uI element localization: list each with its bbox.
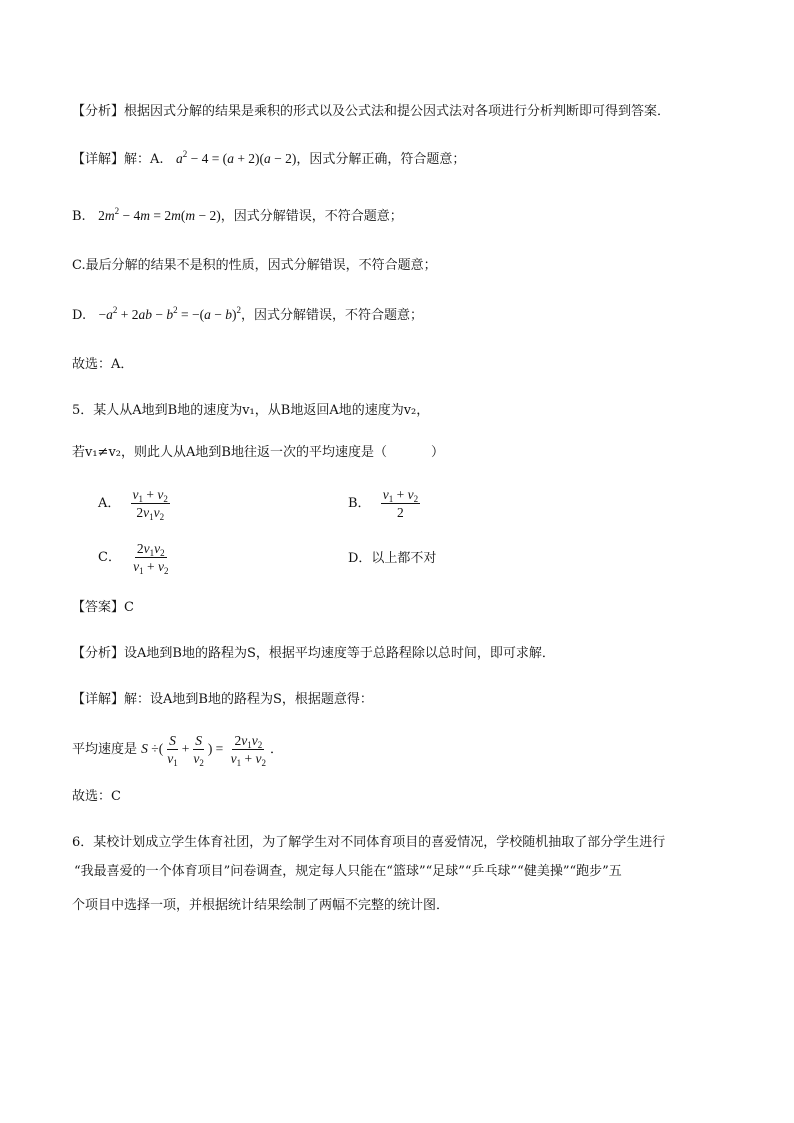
analysis-text: 根据因式分解的结果是乘积的形式以及公式法和提公因式法对各项进行分析判断即可得到答案． bbox=[124, 104, 671, 119]
choice-b bbox=[348, 487, 422, 520]
detail-line-a bbox=[72, 150, 465, 169]
option-d-line bbox=[72, 306, 423, 325]
analysis-5-text: 设A地到B地的路程为S，根据平均速度等于总路程除以总时间，即可求解． bbox=[124, 646, 555, 661]
detail-5-tag: 【详解】 bbox=[72, 692, 125, 707]
analysis-5-tag: 【分析】 bbox=[72, 646, 125, 661]
choice-c bbox=[98, 541, 172, 574]
detail-5-line bbox=[72, 691, 373, 709]
choice-b-label: B． bbox=[348, 496, 371, 511]
answer-value: C bbox=[124, 600, 134, 615]
option-c-line bbox=[72, 257, 437, 275]
average-speed-suffix: ． bbox=[270, 742, 284, 757]
detail-tag: 【详解】 bbox=[72, 152, 125, 167]
choice-a-label: A． bbox=[98, 496, 121, 511]
option-b-line bbox=[72, 207, 403, 226]
analysis-5-line bbox=[72, 645, 555, 663]
question-5-line-1: 5．某人从A地到B地的速度为v₁，从B地返回A地的速度为v₂， bbox=[72, 403, 430, 418]
question-6-line-3: 个项目中选择一项，并根据统计结果绘制了两幅不完整的统计图． bbox=[72, 898, 450, 913]
average-speed-line bbox=[72, 730, 283, 769]
question-6-line-2: “我最喜爱的一个体育项目”问卷调查，规定每人只能在“篮球”“足球”“乒乓球”“健美操”“跑步”五 bbox=[74, 864, 622, 879]
option-d-label: D. bbox=[72, 308, 87, 323]
average-speed-formula: S ÷( $\frac{S}{v_1}$ + $\frac{S}{v_2}$ ) = $\frac{2v_1v_2}{v_1 + v_2}$ bbox=[141, 733, 267, 769]
analysis-tag: 【分析】 bbox=[72, 104, 125, 119]
analysis-line-1 bbox=[72, 103, 670, 121]
formula-a: $a^2 - 4 = (a + 2)(a - 2)$ bbox=[175, 149, 297, 166]
option-d-comment: ，因式分解错误，不符合题意； bbox=[240, 308, 423, 323]
average-speed-prefix: 平均速度是 bbox=[72, 742, 138, 757]
option-c-text: C.最后分解的结果不是积的性质，因式分解错误，不符合题意； bbox=[72, 258, 437, 273]
answer-tag: 【答案】 bbox=[72, 600, 125, 615]
detail-prefix: 解：A. bbox=[124, 152, 164, 167]
detail-5-text: 解：设A地到B地的路程为S，根据题意得： bbox=[124, 692, 373, 707]
formula-b: $2m^2 - 4m = 2m(m - 2)$ bbox=[98, 206, 221, 223]
choose-answer-5: 故选：C bbox=[72, 789, 121, 804]
choice-c-label: C． bbox=[98, 550, 121, 565]
question-5-line-2 bbox=[72, 444, 444, 462]
choice-c-fraction: $\frac{2v_1v_2}{v_1 + v_2}$ bbox=[133, 541, 169, 576]
question-5-close: ） bbox=[430, 445, 444, 460]
choice-a-fraction: $\frac{v_1 + v_2}{2v_1v_2}$ bbox=[132, 487, 168, 522]
choice-a bbox=[98, 487, 172, 520]
answer-5-line bbox=[72, 599, 134, 617]
option-b-comment: ，因式分解错误，不符合题意； bbox=[220, 209, 403, 224]
detail-a-comment: ，因式分解正确，符合题意； bbox=[296, 152, 466, 167]
choice-d: D．以上都不对 bbox=[348, 551, 437, 566]
choose-answer-1: 故选：A． bbox=[72, 357, 134, 372]
question-6-line-1: 6．某校计划成立学生体育社团，为了解学生对不同体育项目的喜爱情况，学校随机抽取了部分学生进行 bbox=[72, 835, 666, 850]
formula-d: $-a^2 + 2ab - b^2 = -(a - b)^2$ bbox=[98, 305, 241, 322]
choice-b-fraction: $\frac{v_1 + v_2}{2}$ bbox=[382, 487, 419, 520]
option-b-label: B. bbox=[72, 209, 86, 224]
question-5-stem: 若v₁≠v₂，则此人从A地到B地往返一次的平均速度是（ bbox=[72, 445, 387, 460]
